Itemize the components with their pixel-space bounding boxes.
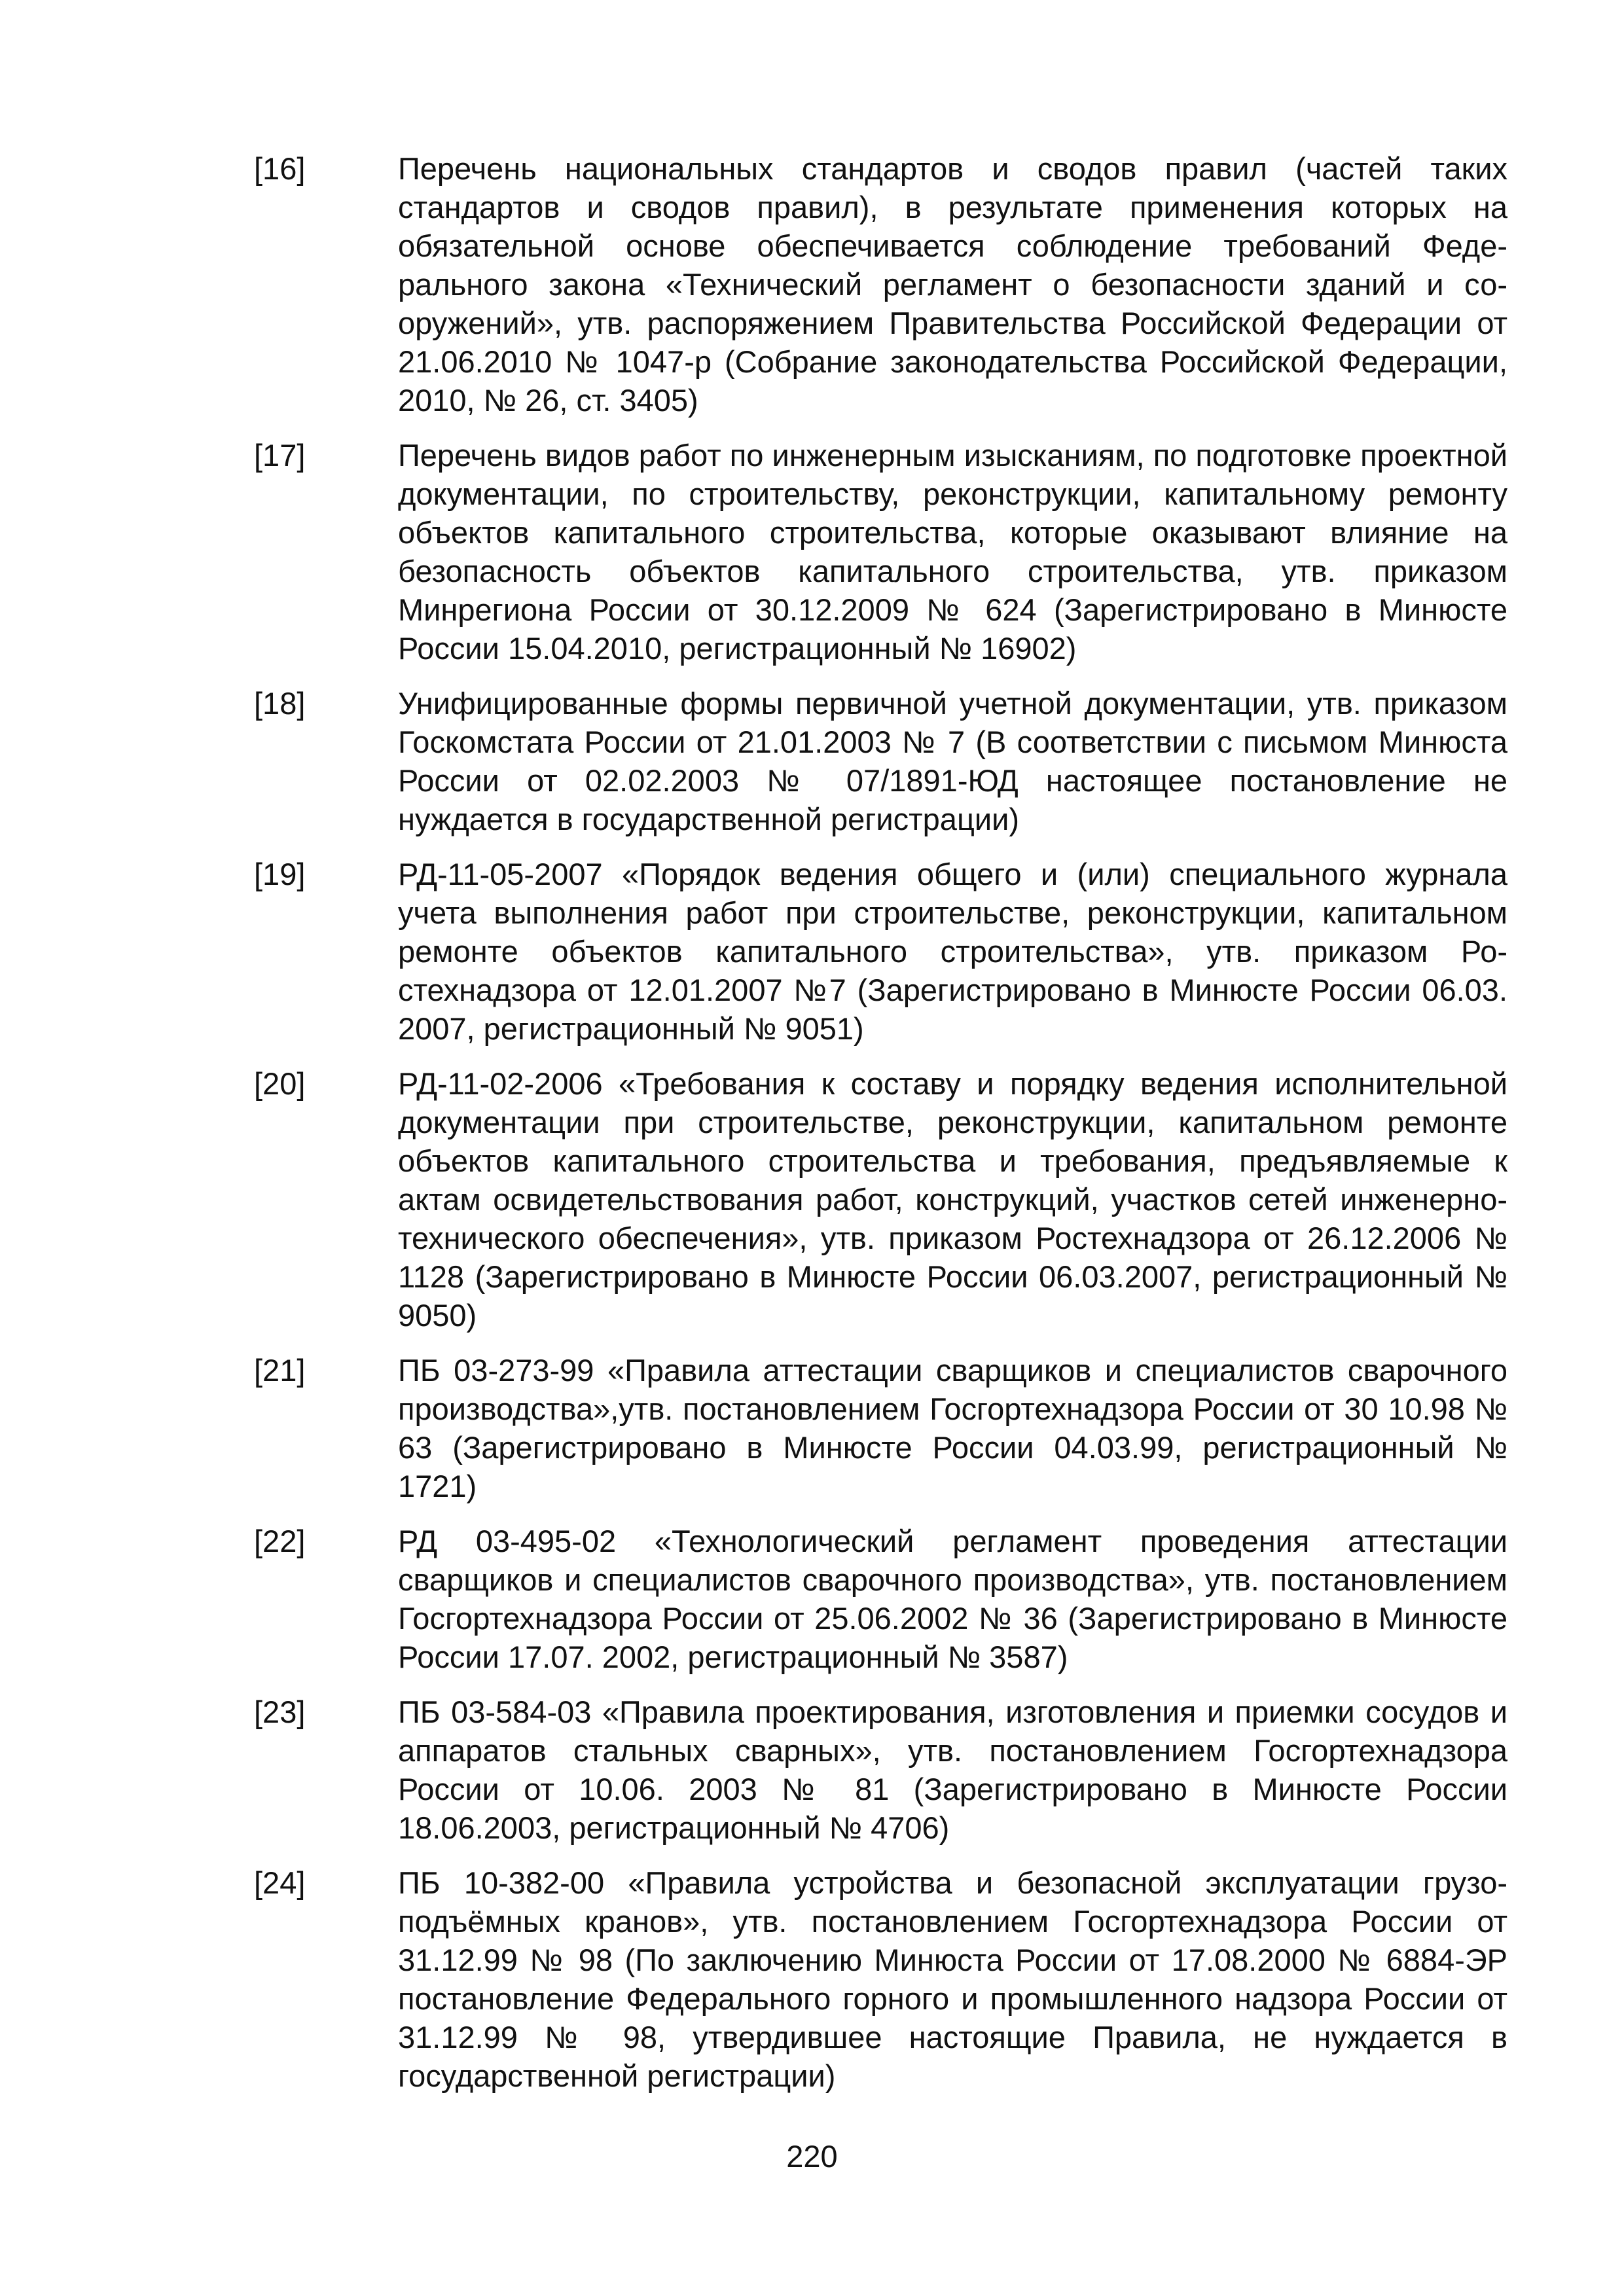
reference-entry-22: [254, 1522, 1507, 1676]
reference-text: РД-11-02-2006 «Требования к составу и порядку ведения исполнительной документации при строительстве, реконструкции, капитальном ремонте объектов капитального строительства и требования, предъявляемые к актам освидетельствования работ, конструкций, участков сетей инженерно-технического обеспечения», утв. приказом Ростехнадзора от 26.12.2006 № 1128 (Зарегистрировано в Минюсте России 06.03.2007, регистрационный № 9050): [398, 1066, 1507, 1333]
reference-number: [22]: [254, 1524, 306, 1558]
reference-entry-16: [254, 149, 1507, 420]
reference-number: [16]: [254, 151, 306, 186]
reference-text: ПБ 10-382-00 «Правила устройства и безопасной эксплуатации грузоподъёмных кранов», утв. постановлением Госгортехнадзора России от 31.12.99 № 98 (По заключению Минюста России от 17.08.2000 № 6884-ЭР постановление Федерального горного и промышленного надзора России от 31.12.99 № 98, утвердившее настоящие Правила, не нуждается в государственной регистрации): [398, 1865, 1507, 2093]
reference-number: [19]: [254, 857, 306, 891]
reference-number: [18]: [254, 686, 306, 721]
reference-list: [254, 149, 1507, 2111]
reference-number: [20]: [254, 1066, 306, 1101]
reference-number: [17]: [254, 438, 306, 473]
reference-entry-24: [254, 1863, 1507, 2095]
reference-entry-17: [254, 436, 1507, 668]
reference-entry-20: [254, 1064, 1507, 1335]
reference-number: [21]: [254, 1353, 306, 1388]
reference-entry-19: [254, 855, 1507, 1048]
reference-text: РД-11-05-2007 «Порядок ведения общего и (или) специального журнала учета выполнения работ при строительстве, реконструкции, капитальном ремонте объектов капитального строительства», утв. приказом Ростехнадзора от 12.01.2007 №7 (Зарегистрировано в Минюсте России 06.03. 2007, регистрационный № 9051): [398, 857, 1507, 1046]
reference-entry-21: [254, 1351, 1507, 1505]
reference-number: [23]: [254, 1695, 306, 1729]
reference-text: ПБ 03-273-99 «Правила аттестации сварщиков и специалистов сварочного производства»,утв. постановлением Госгортехнадзора России от 30 10.98 № 63 (Зарегистрировано в Минюсте России 04.03.99, регистрационный № 1721): [398, 1353, 1507, 1503]
reference-text: ПБ 03-584-03 «Правила проектирования, изготовления и приемки сосудов и аппаратов стальных сварных», утв. постановлением Госгортехнадзора России от 10.06. 2003 № 81 (Зарегистрировано в Минюсте России 18.06.2003, регистрационный № 4706): [398, 1695, 1507, 1845]
reference-entry-23: [254, 1693, 1507, 1847]
page-number: 220: [786, 2139, 838, 2174]
reference-number: [24]: [254, 1865, 306, 1900]
reference-text: Перечень видов работ по инженерным изысканиям, по подготовке проектной документации, по строительству, реконструкции, капитальному ремонту объектов капитального строительства, которые оказывают влияние на безопасность объектов капитального строительства, утв. приказом Минрегиона России от 30.12.2009 № 624 (Зарегистрировано в Минюсте России 15.04.2010, регистрационный № 16902): [398, 438, 1507, 666]
reference-entry-18: [254, 684, 1507, 838]
reference-text: РД 03-495-02 «Технологический регламент проведения аттестации сварщиков и специалистов сварочного производства», утв. постановлением Госгортехнадзора России от 25.06.2002 № 36 (Зарегистрировано в Минюсте России 17.07. 2002, регистрационный № 3587): [398, 1524, 1507, 1674]
reference-text: Перечень национальных стандартов и сводов правил (частей таких стандартов и сводов правил), в результате применения которых на обязательной основе обеспечивается соблюдение требований Федерального закона «Технический регламент о безопасности зданий и сооружений», утв. распоряжением Правительства Российской Федерации от 21.06.2010 № 1047-р (Собрание законодательства Российской Федерации, 2010, № 26, ст. 3405): [398, 151, 1507, 418]
reference-text: Унифицированные формы первичной учетной документации, утв. приказом Госкомстата России от 21.01.2003 № 7 (В соответствии с письмом Минюста России от 02.02.2003 № 07/1891-ЮД настоящее постановление не нуждается в государственной регистрации): [398, 686, 1507, 836]
